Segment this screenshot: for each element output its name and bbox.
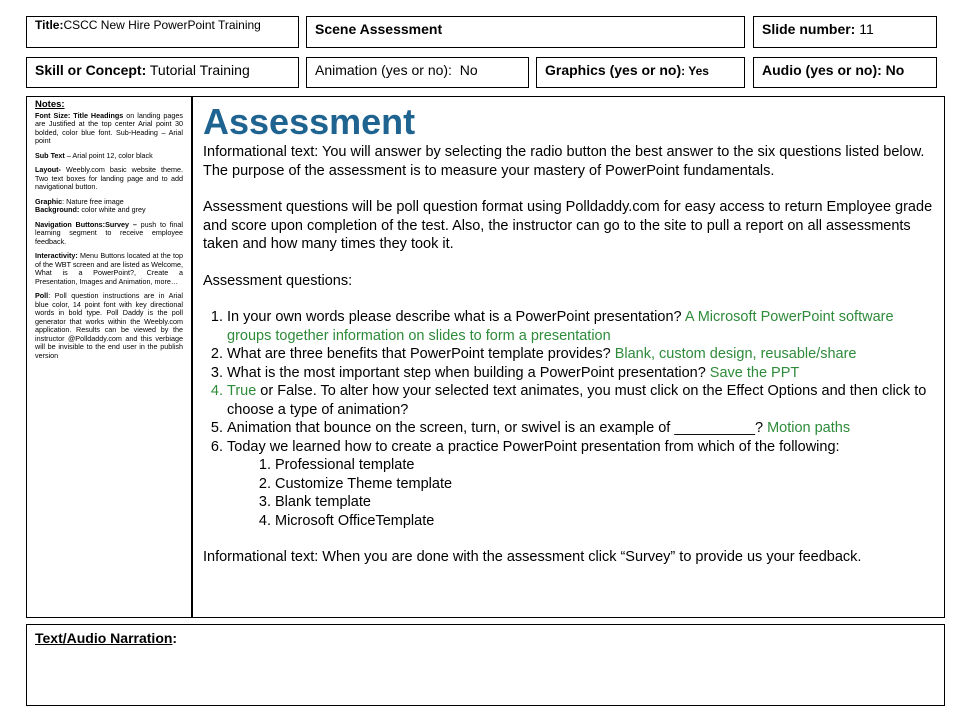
notes-interactivity-label: Interactivity: [35, 251, 78, 260]
notes-heading: Notes: [35, 99, 65, 110]
option-3: 3. Blank template [275, 493, 934, 512]
question-2-text: What are three benefits that PowerPoint template provides? [227, 346, 615, 362]
question-3-text: What is the most important step when building a PowerPoint presentation? [227, 364, 710, 381]
notes-interactivity-text: Menu Buttons located at the top of the WBT screen and are listed as Welcome, What is a PowerPoint?, Create a Presentation, Images and Animation, more… [35, 251, 183, 286]
question-3-answer: Save the PPT [709, 364, 800, 381]
question-5-answer: Motion paths [767, 420, 851, 436]
notes-background-text: color white and grey [81, 205, 146, 214]
questions-heading: Assessment questions: [203, 272, 353, 289]
animation-value: No [459, 62, 478, 78]
title-value: CSCC New Hire PowerPoint Training [63, 18, 261, 32]
graphics-box [536, 57, 745, 88]
notes-interactivity [35, 252, 183, 286]
graphics-label: Graphics (yes or no) [545, 62, 682, 78]
slide-number-value: 11 [859, 21, 874, 37]
skill-value: Tutorial Training [149, 62, 250, 78]
closing-text: Informational text: When you are done with the assessment click “Survey” to provide us your feedback. [203, 549, 862, 565]
notes-graphic-text: : Nature free image [62, 196, 124, 206]
question-1 [227, 308, 934, 345]
title-label: Title: [35, 18, 64, 32]
notes-poll [35, 292, 183, 360]
question-2 [227, 345, 934, 364]
skill-box [26, 57, 299, 88]
animation-label: Animation (yes or no): [315, 62, 452, 78]
notes-sub-text-text: – Arial point 12, color black [66, 150, 153, 160]
graphics-value: : Yes [681, 64, 709, 78]
question-4-text: or False. To alter how your selected text animates, you must click on the Effect Options and then click to choose a type of animation? [227, 383, 927, 418]
page-title: Assessment [203, 101, 416, 142]
notes-sub-text-label: Sub Text [35, 150, 65, 160]
narration-box [26, 624, 945, 706]
notes-graphic [35, 198, 183, 215]
question-4-answer: True [227, 383, 257, 399]
option-2: 2. Customize Theme template [275, 475, 934, 494]
question-1-text: In your own words please describe what is a PowerPoint presentation? [227, 309, 682, 325]
question-1-answer: A Microsoft PowerPoint software groups together information on slides to form a presentation [227, 309, 894, 344]
notes-navigation-text: push to final learning segment to receive employee feedback. [35, 219, 183, 246]
title-box [26, 16, 299, 48]
slide-number-box [753, 16, 937, 48]
notes-font-size [35, 112, 183, 146]
notes-sub-text [35, 152, 183, 161]
notes-graphic-label: Graphic [35, 196, 63, 206]
option-1: 1. Professional template [275, 456, 934, 475]
question-6 [227, 438, 934, 531]
question-5-text: Animation that bounce on the screen, turn, or swivel is an example of __________? [227, 420, 768, 436]
question-4 [227, 382, 934, 419]
narration-label: Text/Audio Narration [35, 630, 173, 646]
notes-font-size-label: Font Size: Title Headings [35, 110, 124, 120]
notes-background-label: Background: [35, 205, 80, 214]
slide-number-label: Slide number: [762, 21, 856, 37]
notes-poll-text: : Poll question instructions are in Arial blue color, 14 point font with key directional words in bold type. Poll Daddy is the poll generator that works within the Weebly.com application. Results can be viewed by the instructor @Polldaddy.com and this verbiage will be invisible to the end user in the publish version [35, 291, 183, 360]
skill-label: Skill or Concept: [35, 62, 147, 78]
notes-font-size-text: on landing pages are Justified at the top center Arial point 30 bolded, color blue font. Sub-Heading – Arial point [35, 110, 183, 145]
audio-label: Audio (yes or no): No [762, 62, 905, 78]
intro-text: Informational text: You will answer by selecting the radio button the best answer to the six questions listed below. The purpose of the assessment is to measure your mastery of PowerPoint fundamentals. [203, 144, 925, 179]
question-6-text: Today we learned how to create a practice PowerPoint presentation from which of the following: [227, 438, 840, 455]
notes-navigation-label: Navigation Buttons:Survey – [35, 219, 137, 229]
question-6-options [227, 456, 934, 530]
question-5 [227, 419, 934, 438]
audio-box [753, 57, 937, 88]
option-4: 4. Microsoft OfficeTemplate [275, 512, 934, 531]
question-list [203, 308, 934, 530]
notes-layout [35, 166, 183, 192]
question-2-answer: Blank, custom design, reusable/share [614, 346, 857, 362]
notes-panel [26, 96, 192, 618]
scene-box [306, 16, 745, 48]
notes-layout-text: Weebly.com basic website theme. Two text boxes for landing page and to add navigational button. [35, 165, 183, 191]
notes-poll-label: Poll [35, 291, 49, 300]
narration-colon: : [172, 630, 178, 646]
scene-title: Scene Assessment [315, 21, 443, 37]
format-text: Assessment questions will be poll question format using Polldaddy.com for easy access to return Employee grade and score upon completion of the test. Also, the instructor can go to the site to pull a report on all assessments taken and how many times they took it. [203, 199, 933, 252]
question-3 [227, 364, 934, 383]
animation-box [306, 57, 529, 88]
main-content [192, 96, 945, 618]
notes-layout-label: Layout- [35, 165, 61, 174]
notes-navigation [35, 221, 183, 247]
